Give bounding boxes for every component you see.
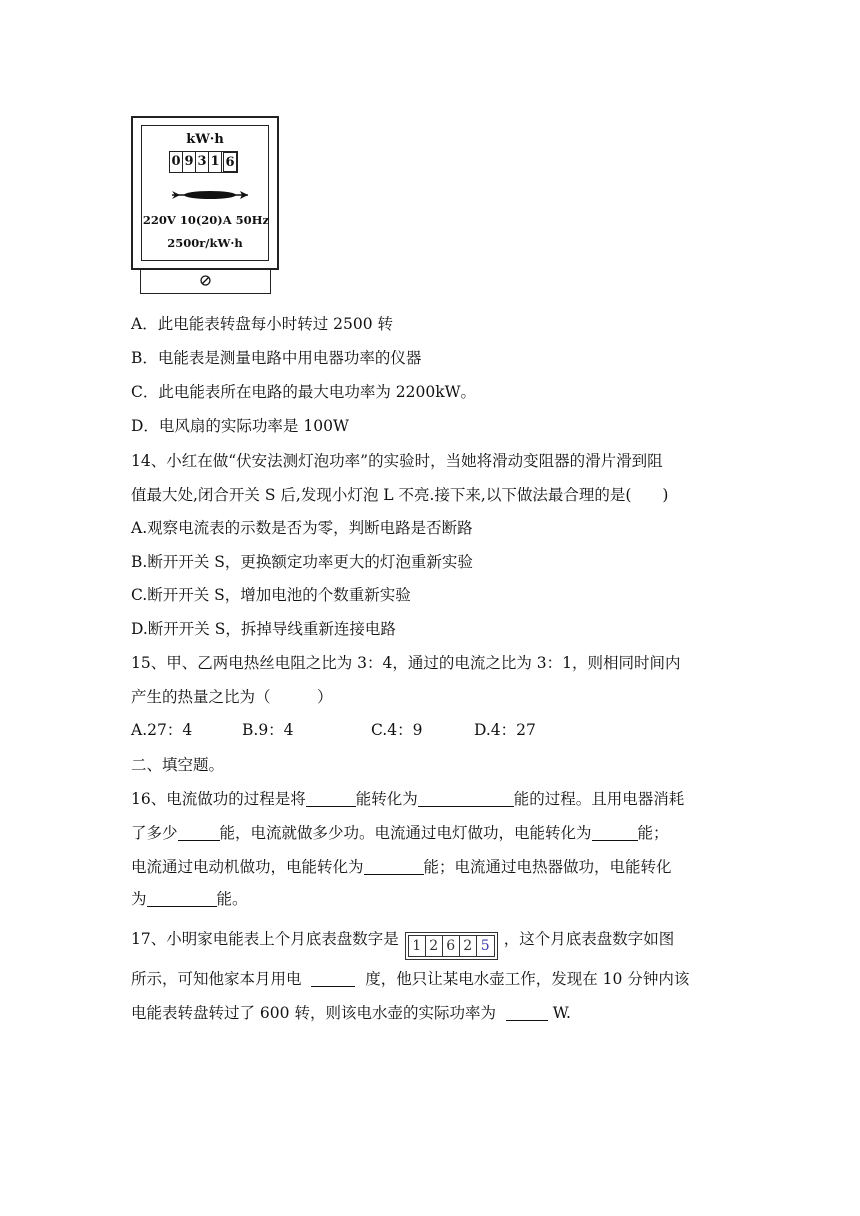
meter-digit: 1	[209, 152, 222, 172]
answer-blank[interactable]	[418, 790, 514, 807]
q17-line3	[131, 1003, 571, 1023]
q17-line2	[131, 969, 689, 989]
q15-option-c: C.4：9	[371, 721, 423, 739]
q16-text: 了多少	[131, 824, 178, 842]
q17-text: 电能表转盘转过了 600 转，则该电水壶的实际功率为	[131, 1004, 496, 1022]
meter-digits	[169, 151, 238, 173]
q14-stem-line1: 14、小红在做“伏安法测灯泡功率”的实验时，当她将滑动变阻器的滑片滑到阻	[131, 452, 663, 470]
q17-line1	[131, 929, 674, 960]
meter-reading-digit: 2	[460, 936, 477, 956]
answer-blank[interactable]	[311, 970, 355, 987]
meter-unit: kW·h	[186, 132, 224, 147]
meter-base	[140, 270, 271, 294]
q17-text: 所示，可知他家本月用电	[131, 970, 302, 988]
q13-option-a: A．此电能表转盘每小时转过 2500 转	[131, 315, 393, 333]
q15-stem-line2: 产生的热量之比为（ ）	[131, 688, 333, 706]
q16-text: 能；	[637, 824, 669, 842]
q14-option-c: C.断开开关 S，增加电池的个数重新实验	[131, 586, 411, 604]
q16-text: 能。	[216, 890, 248, 908]
answer-blank[interactable]	[506, 1004, 548, 1021]
meter-reading-inline	[405, 932, 498, 960]
q13-option-c: C．此电能表所在电路的最大电功率为 2200kW。	[131, 383, 477, 401]
meter-reading-digit: 2	[426, 936, 443, 956]
q13-option-d: D．电风扇的实际功率是 100W	[131, 417, 349, 435]
q15-option-a: A.27：4	[131, 721, 193, 739]
meter-reading-digit: 6	[443, 936, 460, 956]
q15-option-d: D.4：27	[474, 721, 536, 739]
q17-text: ，这个月底表盘数字如图	[503, 930, 675, 948]
q16-text: 能的过程。且用电器消耗	[513, 790, 685, 808]
meter-spec: 220V 10(20)A 50Hz	[142, 213, 270, 227]
q17-text: 17、小明家电能表上个月底表盘数字是	[131, 930, 399, 948]
meter-digit: 3	[196, 152, 209, 172]
q14-stem-line2: 值最大处,闭合开关 S 后,发现小灯泡 L 不亮.接下来,以下做法最合理的是( )	[131, 486, 669, 504]
q16-text: 电流通过电动机做功，电能转化为	[131, 858, 364, 876]
meter-reading-digit: 1	[409, 936, 426, 956]
answer-blank[interactable]	[364, 858, 424, 875]
section-title: 二、填空题。	[131, 756, 225, 774]
answer-blank[interactable]	[147, 890, 217, 907]
electric-meter-figure	[131, 116, 279, 270]
q16-text: 能，电流就做多少功。电流通过电灯做功，电能转化为	[219, 824, 592, 842]
q16-line2	[131, 823, 669, 843]
q14-option-b: B.断开开关 S，更换额定功率更大的灯泡重新实验	[131, 553, 473, 571]
meter-reading-digit-decimal: 5	[480, 938, 490, 954]
q16-text: 为	[131, 890, 147, 908]
meter-digit-decimal: 6	[223, 152, 237, 172]
q14-option-d: D.断开开关 S，拆掉导线重新连接电路	[131, 620, 396, 638]
q15-stem-line1: 15、甲、乙两电热丝电阻之比为 3：4，通过的电流之比为 3：1，则相同时间内	[131, 654, 681, 672]
q16-text: 16、电流做功的过程是将	[131, 790, 306, 808]
q13-option-b: B．电能表是测量电路中用电器功率的仪器	[131, 349, 422, 367]
q16-line3	[131, 857, 672, 877]
q17-text: 度，他只让某电水壶工作，发现在 10 分钟内该	[365, 970, 690, 988]
answer-blank[interactable]	[592, 824, 638, 841]
q16-line4	[131, 889, 248, 909]
q16-text: 能；电流通过电热器做功，电能转化	[423, 858, 672, 876]
answer-blank[interactable]	[178, 824, 220, 841]
q16-line1	[131, 789, 684, 809]
q15-option-b: B.9：4	[242, 721, 294, 739]
meter-rate: 2500r/kW·h	[167, 236, 243, 250]
meter-face	[141, 125, 269, 261]
meter-digit: 9	[183, 152, 196, 172]
q16-text: 能转化为	[355, 790, 418, 808]
meter-digit: 0	[170, 152, 183, 172]
screw-icon	[200, 275, 211, 286]
q17-text: W.	[552, 1004, 571, 1022]
rotating-disc-icon	[170, 186, 250, 204]
q14-option-a: A.观察电流表的示数是否为零，判断电路是否断路	[131, 519, 473, 537]
answer-blank[interactable]	[306, 790, 356, 807]
